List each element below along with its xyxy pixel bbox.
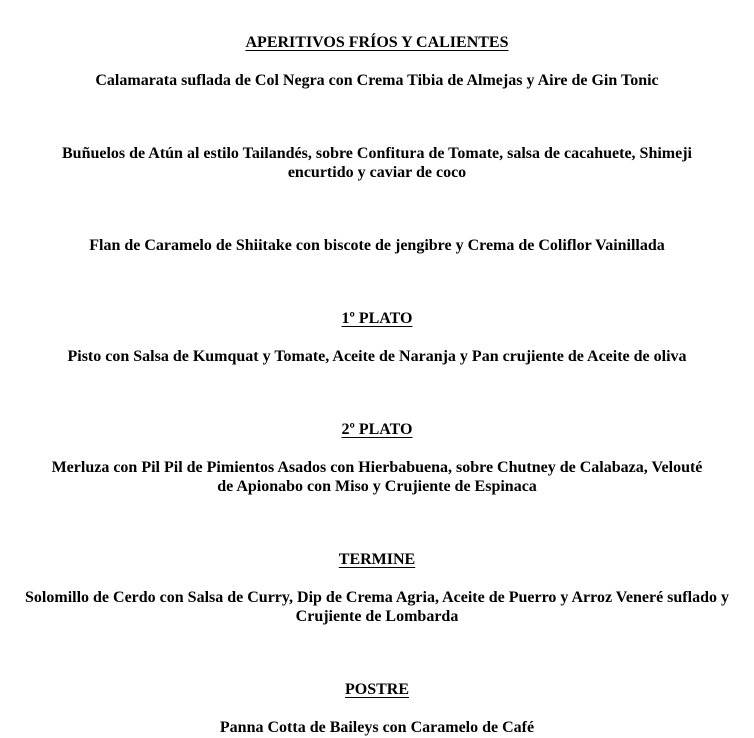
dish-line: Calamarata suflada de Col Negra con Crema Tibia de Almejas y Aire de Gin Tonic [95,72,659,89]
section-heading-primer-plato: 1º PLATO [341,310,413,327]
dish-item [20,718,734,737]
dish-item [20,144,734,182]
dish-item [20,71,734,90]
dish-line: Panna Cotta de Baileys con Caramelo de Café [219,719,535,736]
dish-line: encurtido y caviar de coco [287,164,467,181]
dish-line: de Apionabo con Miso y Crujiente de Espinaca [217,478,537,495]
dish-line: Crujiente de Lombarda [295,608,459,625]
dish-line: Solomillo de Cerdo con Salsa de Curry, Dip de Crema Agria, Aceite de Puerro y Arroz Veneré suflado y [25,589,729,606]
section-heading-termine: TERMINE [338,551,416,568]
dish-item [20,588,734,626]
dish-line: Pisto con Salsa de Kumquat y Tomate, Aceite de Naranja y Pan crujiente de Aceite de oliva [67,348,687,365]
section-heading-aperitivos: APERITIVOS FRÍOS Y CALIENTES [245,34,509,51]
dish-item [20,458,734,496]
section-heading-segundo-plato: 2º PLATO [341,421,413,438]
dish-line: Buñuelos de Atún al estilo Tailandés, sobre Confitura de Tomate, salsa de cacahuete, Shimeji [62,145,692,162]
dish-item [20,236,734,255]
dish-item [20,347,734,366]
dish-line: Merluza con Pil Pil de Pimientos Asados con Hierbabuena, sobre Chutney de Calabaza, Velouté [51,459,703,476]
section-heading-postre: POSTRE [344,681,409,698]
dish-line: Flan de Caramelo de Shiitake con biscote de jengibre y Crema de Coliflor Vainillada [89,237,665,254]
